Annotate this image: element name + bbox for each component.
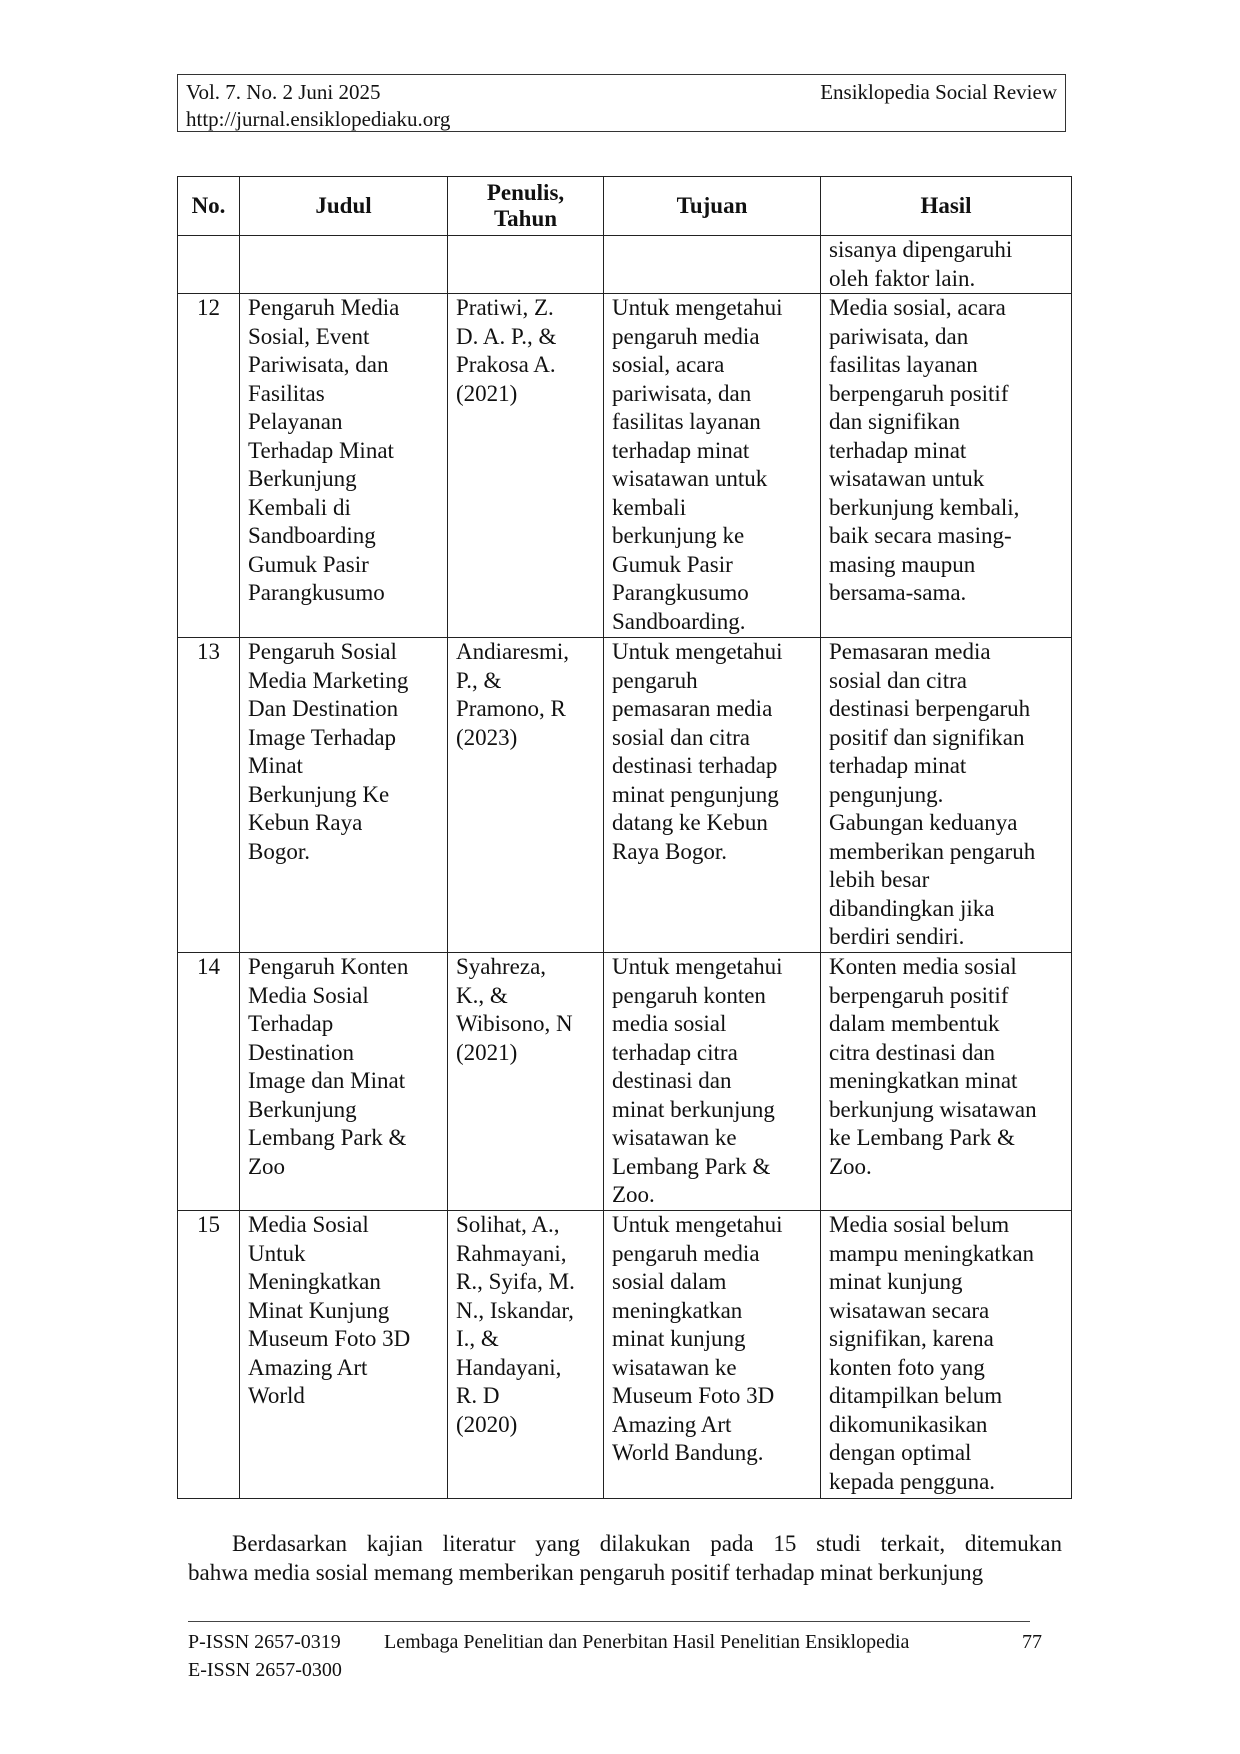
cell-hasil [821,294,1072,638]
cell-text-line: Sosial, Event [248,323,370,349]
cell-tujuan [604,294,821,638]
cell-text-line: pariwisata, dan [829,323,969,349]
cell-text-line: Parangkusumo [612,580,749,605]
cell-text-line: Pariwisata, dan [248,352,389,377]
cell-text-line: signifikan, karena [829,1326,994,1351]
cell-judul [240,294,448,638]
column-header-tujuan [604,177,821,236]
cell-penulis [448,236,604,294]
footer-p-issn: P-ISSN 2657-0319 [188,1631,341,1653]
cell-text-line: (2020) [456,1411,518,1437]
cell-text-line: minat berkunjung [612,1096,775,1122]
cell-text-line: Museum Foto 3D [248,1326,411,1351]
cell-text-line: lebih besar [829,867,930,892]
header-text-line: Penulis, [486,180,565,205]
body-paragraph [188,1529,1062,1587]
cell-text-line: konten foto yang [829,1354,985,1380]
cell-text-line: Parangkusumo [248,580,385,605]
cell-text-line: R. D [456,1383,500,1408]
cell-text-line: media sosial [612,1011,727,1036]
cell-text-line: pemasaran media [612,696,773,721]
cell-text-line: Terhadap Minat [248,437,394,463]
cell-text-line: Berkunjung [248,466,357,491]
cell-no: 15 [178,1211,240,1499]
cell-text-line: sisanya dipengaruhi [829,237,1013,262]
cell-text-line: destinasi terhadap [612,753,778,778]
footer-publisher: Lembaga Penelitian dan Penerbitan Hasil Penelitian Ensiklopedia [384,1631,910,1653]
cell-text-line: Pramono, R [456,696,566,721]
cell-text-line: berkunjung kembali, [829,494,1020,520]
cell-text-line: pengaruh media [612,1240,760,1266]
cell-text-line: Gabungan keduanya [829,810,1018,835]
cell-text-line: pengaruh media [612,323,760,349]
cell-hasil [821,1211,1072,1499]
cell-text-line: pengunjung. [829,781,944,807]
cell-text-line: wisatawan untuk [612,466,768,491]
cell-text-line: Terhadap [248,1011,334,1036]
footer-e-issn: E-ISSN 2657-0300 [188,1659,342,1681]
cell-text-line: N., Iskandar, [456,1297,574,1323]
header-text-line: Tujuan [676,193,748,218]
cell-text-line: I., & [456,1326,499,1351]
header-text-line: No. [191,193,226,218]
cell-hasil [821,236,1072,294]
cell-text-line: terhadap citra [612,1039,738,1065]
cell-text-line: Untuk mengetahui [612,954,783,979]
cell-text-line: Image Terhadap [248,724,397,750]
cell-penulis [448,638,604,953]
cell-text-line: Lembang Park & [248,1125,407,1150]
cell-text-line: Andiaresmi, [456,639,570,664]
cell-text-line: Untuk mengetahui [612,1212,783,1237]
cell-no [178,236,240,294]
cell-text-line: Bogor. [248,838,310,864]
cell-penulis [448,953,604,1211]
cell-text-line: Minat [248,753,303,778]
cell-text-line: minat kunjung [612,1326,746,1351]
cell-hasil [821,638,1072,953]
cell-text-line: wisatawan secara [829,1297,990,1323]
cell-text-line: (2021) [456,380,518,406]
column-header-judul [240,177,448,236]
cell-text-line: Berkunjung Ke [248,781,390,807]
cell-text-line: dan signifikan [829,409,960,434]
cell-text-line: fasilitas layanan [829,352,978,377]
cell-text-line: berpengaruh positif [829,982,1009,1008]
cell-text-line: berdiri sendiri. [829,924,965,949]
cell-text-line: Solihat, A., [456,1212,560,1237]
cell-text-line: Gumuk Pasir [248,551,369,577]
cell-text-line: Media sosial, acara [829,295,1006,320]
cell-text-line: dibandingkan jika [829,895,995,921]
cell-text-line: Syahreza, [456,954,547,979]
cell-judul [240,638,448,953]
cell-text-line: Museum Foto 3D [612,1383,775,1408]
cell-text-line: Fasilitas [248,380,325,406]
cell-text-line: minat kunjung [829,1269,963,1294]
cell-no: 14 [178,953,240,1211]
cell-text-line: Zoo. [612,1182,655,1207]
cell-text-line: Raya Bogor. [612,838,727,864]
cell-text-line: kepada pengguna. [829,1468,996,1494]
cell-text-line: Kembali di [248,494,351,520]
cell-text-line: Amazing Art [248,1354,368,1380]
cell-text-line: Kebun Raya [248,810,363,835]
header-journal-name: Ensiklopedia Social Review [820,80,1057,104]
cell-text-line: fasilitas layanan [612,409,761,434]
cell-text-line: datang ke Kebun [612,810,768,835]
cell-text-line: Sandboarding. [612,608,746,634]
cell-text-line: destinasi berpengaruh [829,696,1031,721]
header-volume: Vol. 7. No. 2 Juni 2025 [186,80,381,104]
table-row [178,294,1072,638]
cell-text-line: sosial dalam [612,1269,727,1294]
cell-text-line: positif dan signifikan [829,724,1025,750]
cell-text-line: baik secara masing- [829,523,1012,548]
cell-text-line: pengaruh [612,667,698,693]
cell-text-line: terhadap minat [829,437,967,463]
cell-tujuan [604,953,821,1211]
cell-text-line: memberikan pengaruh [829,838,1036,864]
cell-text-line: Untuk mengetahui [612,639,783,664]
cell-text-line: Untuk mengetahui [612,295,783,320]
cell-text-line: bersama-sama. [829,580,967,605]
footer-page-number: 77 [1022,1631,1042,1653]
cell-text-line: D. A. P., & [456,323,557,349]
cell-text-line: Pelayanan [248,409,343,434]
cell-text-line: Pratiwi, Z. [456,295,554,320]
cell-text-line: Destination [248,1039,355,1065]
cell-text-line: Sandboarding [248,523,376,548]
cell-text-line: wisatawan ke [612,1354,737,1380]
cell-text-line: mampu meningkatkan [829,1240,1035,1266]
cell-judul [240,236,448,294]
cell-tujuan [604,638,821,953]
footer-divider [188,1621,1030,1622]
header-left [186,79,450,133]
cell-text-line: Dan Destination [248,696,399,721]
cell-text-line: Untuk [248,1240,306,1266]
table-header-row [178,177,1072,236]
cell-text-line: Media Sosial [248,982,369,1008]
cell-text-line: (2021) [456,1039,518,1065]
cell-text-line: Lembang Park & [612,1153,771,1179]
cell-judul [240,1211,448,1499]
cell-text-line: Berkunjung [248,1096,357,1122]
cell-penulis [448,294,604,638]
cell-text-line: Pengaruh Media [248,295,400,320]
cell-text-line: Konten media sosial [829,954,1017,979]
cell-text-line: terhadap minat [829,753,967,778]
cell-text-line: Media Marketing [248,667,409,693]
cell-text-line: Zoo. [829,1153,872,1179]
cell-no: 12 [178,294,240,638]
cell-text-line: dalam membentuk [829,1011,1000,1036]
cell-text-line: Pengaruh Sosial [248,639,397,664]
cell-text-line: berkunjung ke [612,523,745,548]
paragraph-line: Berdasarkan kajian literatur yang dilakukan pada 15 studi terkait, ditemukan [232,1531,1062,1556]
cell-text-line: minat pengunjung [612,781,779,807]
cell-text-line: meningkatkan [612,1297,743,1323]
cell-text-line: wisatawan untuk [829,466,985,491]
header-text-line: Hasil [920,193,972,218]
cell-text-line: World [248,1383,305,1408]
cell-text-line: K., & [456,982,508,1008]
cell-text-line: Minat Kunjung [248,1297,390,1323]
cell-text-line: Zoo [248,1153,286,1179]
cell-hasil [821,953,1072,1211]
table-row [178,236,1072,294]
cell-text-line: ditampilkan belum [829,1383,1003,1408]
cell-tujuan [604,236,821,294]
cell-text-line: P., & [456,667,502,693]
cell-text-line: Meningkatkan [248,1269,381,1294]
cell-text-line: Image dan Minat [248,1068,406,1093]
cell-text-line: masing maupun [829,551,976,577]
cell-text-line: Gumuk Pasir [612,551,733,577]
cell-text-line: Media Sosial [248,1212,369,1237]
header-url: http://jurnal.ensiklopediaku.org [186,107,451,131]
cell-text-line: sosial, acara [612,352,725,377]
cell-text-line: Prakosa A. [456,352,556,377]
cell-text-line: ke Lembang Park & [829,1125,1015,1150]
column-header-hasil [821,177,1072,236]
column-header-no [178,177,240,236]
footer-issn [188,1628,342,1684]
cell-text-line: Media sosial belum [829,1212,1010,1237]
cell-text-line: pengaruh konten [612,982,766,1008]
cell-text-line: dengan optimal [829,1440,972,1465]
cell-text-line: oleh faktor lain. [829,265,976,291]
cell-text-line: berpengaruh positif [829,380,1009,406]
header-text-line: Judul [315,193,372,218]
cell-judul [240,953,448,1211]
paragraph-line: bahwa media sosial memang memberikan pengaruh positif terhadap minat berkunjung [188,1560,984,1585]
cell-text-line: sosial dan citra [829,667,967,693]
cell-text-line: kembali [612,494,687,520]
cell-text-line: Pemasaran media [829,639,991,664]
cell-text-line: Wibisono, N [456,1011,573,1036]
cell-text-line: meningkatkan minat [829,1068,1018,1093]
cell-text-line: pariwisata, dan [612,380,752,406]
cell-text-line: berkunjung wisatawan [829,1096,1037,1122]
cell-text-line: Amazing Art [612,1411,732,1437]
cell-tujuan [604,1211,821,1499]
column-header-penulis [448,177,604,236]
cell-text-line: terhadap minat [612,437,750,463]
cell-no: 13 [178,638,240,953]
cell-text-line: (2023) [456,724,518,750]
cell-penulis [448,1211,604,1499]
cell-text-line: wisatawan ke [612,1125,737,1150]
table-row [178,953,1072,1211]
running-header [177,74,1066,132]
cell-text-line: R., Syifa, M. [456,1269,575,1294]
literature-table [177,176,1072,1499]
cell-text-line: World Bandung. [612,1440,764,1465]
table-row [178,638,1072,953]
header-text-line: Tahun [493,206,558,231]
cell-text-line: citra destinasi dan [829,1039,996,1065]
table-row [178,1211,1072,1499]
cell-text-line: Rahmayani, [456,1240,567,1266]
table-body [178,236,1072,1499]
cell-text-line: Handayani, [456,1354,562,1380]
cell-text-line: destinasi dan [612,1068,732,1093]
cell-text-line: sosial dan citra [612,724,750,750]
cell-text-line: dikomunikasikan [829,1411,988,1437]
cell-text-line: Pengaruh Konten [248,954,409,979]
